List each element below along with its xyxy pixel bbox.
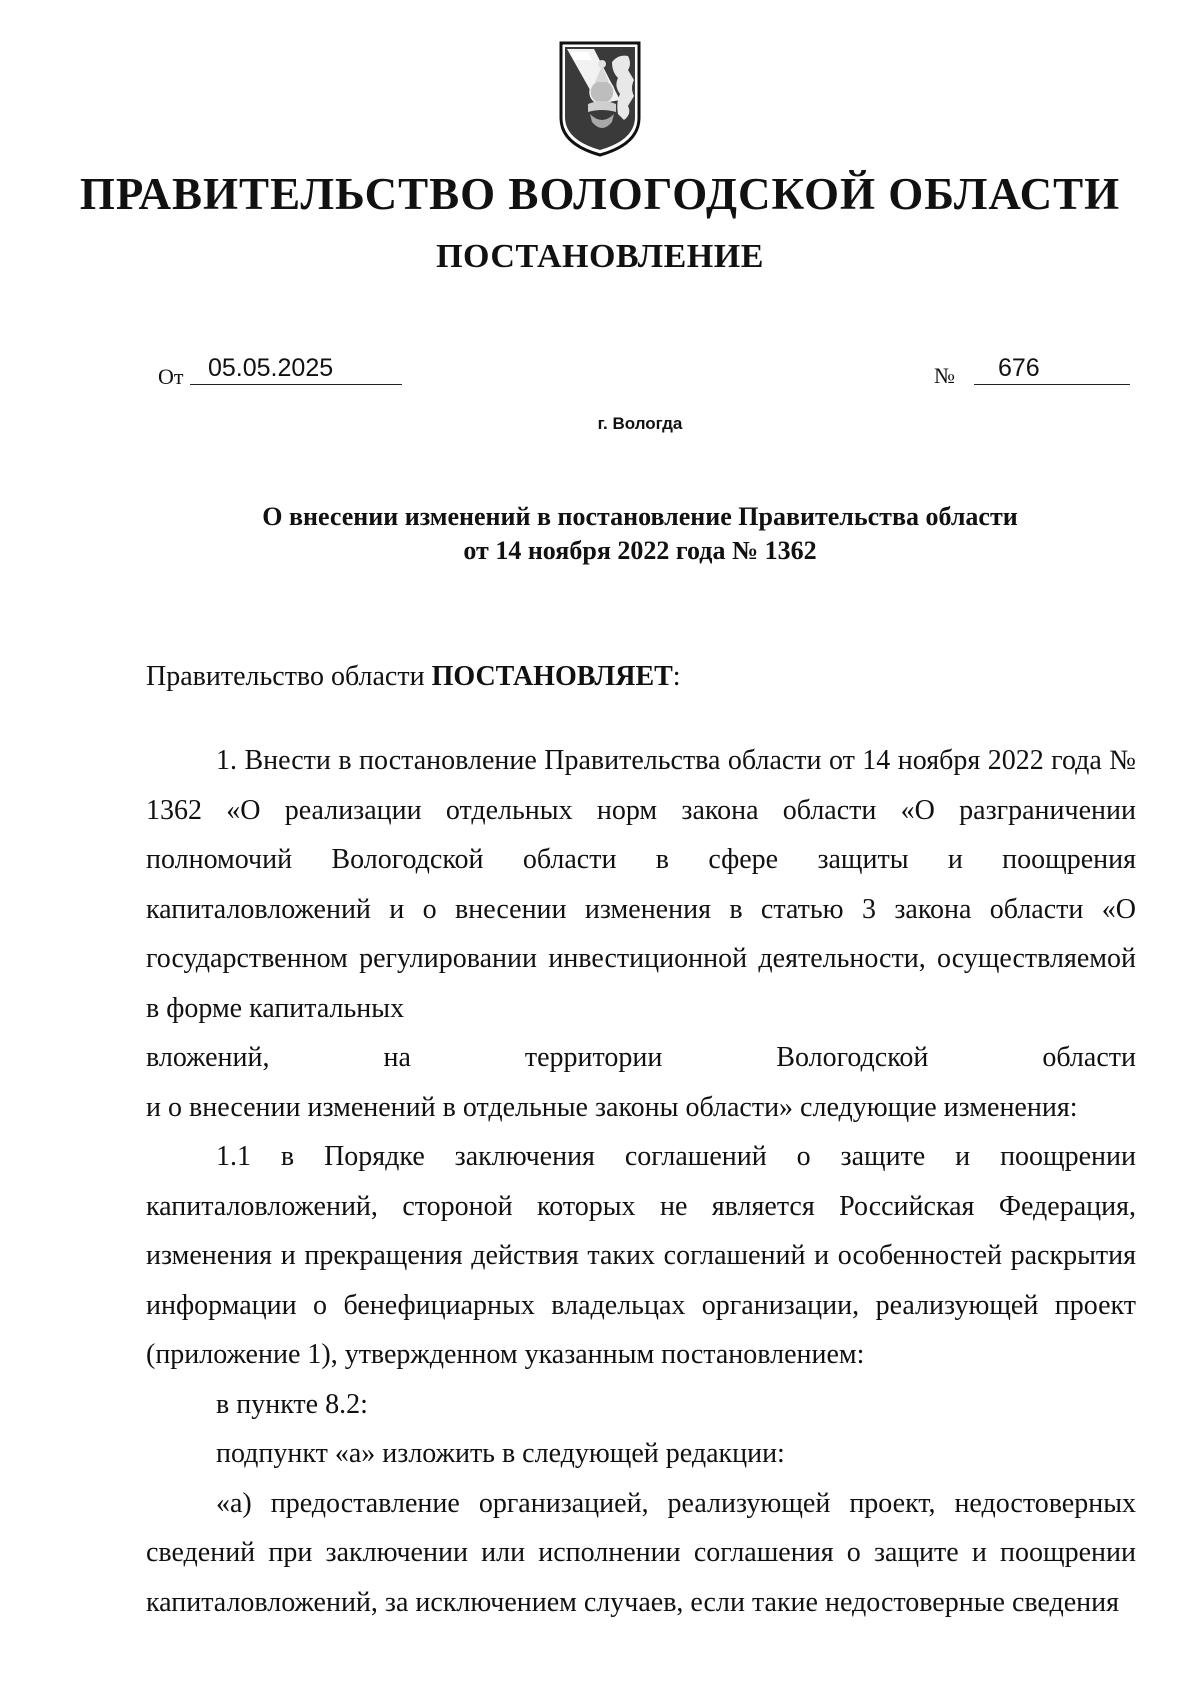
document-date: 05.05.2025	[190, 354, 402, 385]
spread-word: на	[383, 1042, 411, 1073]
paragraph-4: подпункт «а» изложить в следующей редакции:	[216, 1438, 785, 1469]
document-body	[146, 736, 1136, 1627]
paragraph-1-continuation: и о внесении изменений в отдельные законы области» следующие изменения:	[146, 1091, 1078, 1123]
paragraph-1-text: 1. Внести в постановление Правительства области от 14 ноября 2022 года № 1362 «О реализации отдельных норм закона области «О разграничении полномочий Вологодской области в сфере защиты и поощрения капиталовложений и о внесении изменения в статью 3 закона области «О государственном регулировании инвестиционной деятельности, осуществляемой в форме капитальных	[146, 745, 1136, 1024]
resolution-subject: Правительство области	[146, 661, 425, 692]
resolution-colon: :	[672, 661, 681, 692]
spread-word: области	[1042, 1042, 1136, 1073]
spread-word: территории	[524, 1042, 663, 1073]
document-subject	[150, 500, 1130, 568]
vologda-coat-of-arms-icon	[558, 40, 642, 158]
spread-word: вложений,	[146, 1042, 270, 1073]
paragraph-1-spread-line	[146, 1033, 1136, 1083]
paragraph-1	[146, 736, 1136, 1033]
resolution-lead	[146, 661, 681, 693]
government-title: ПРАВИТЕЛЬСТВО ВОЛОГОДСКОЙ ОБЛАСТИ	[79, 169, 1121, 219]
document-type: ПОСТАНОВЛЕНИЕ	[436, 238, 764, 275]
document-number: 676	[974, 354, 1130, 385]
paragraph-2: 1.1 в Порядке заключения соглашений о защите и поощрении капиталовложений, стороной которых не является Российская Федерация, изменения и прекращения действия таких соглашений и особенностей раскрытия информации о бенефициарных владельцах организации, реализующей проект (приложение 1), утвержденном указанным постановлением:	[146, 1141, 1136, 1370]
city: г. Вологда	[597, 414, 683, 433]
number-sign: №	[934, 363, 955, 388]
paragraph-3: в пункте 8.2:	[216, 1388, 368, 1420]
subject-line-2: от 14 ноября 2022 года № 1362	[463, 536, 817, 565]
date-prefix: От	[158, 364, 184, 389]
paragraph-5: «а) предоставление организацией, реализующей проект, недостоверных сведений при заключении или исполнении соглашения о защите и поощрении капиталовложений, за исключением случаев, если такие недостоверные сведения	[146, 1487, 1136, 1618]
subject-line-1: О внесении изменений в постановление Правительства области	[262, 502, 1018, 531]
resolution-verb: ПОСТАНОВЛЯЕТ	[431, 661, 673, 692]
spread-word: Вологодской	[776, 1042, 929, 1073]
